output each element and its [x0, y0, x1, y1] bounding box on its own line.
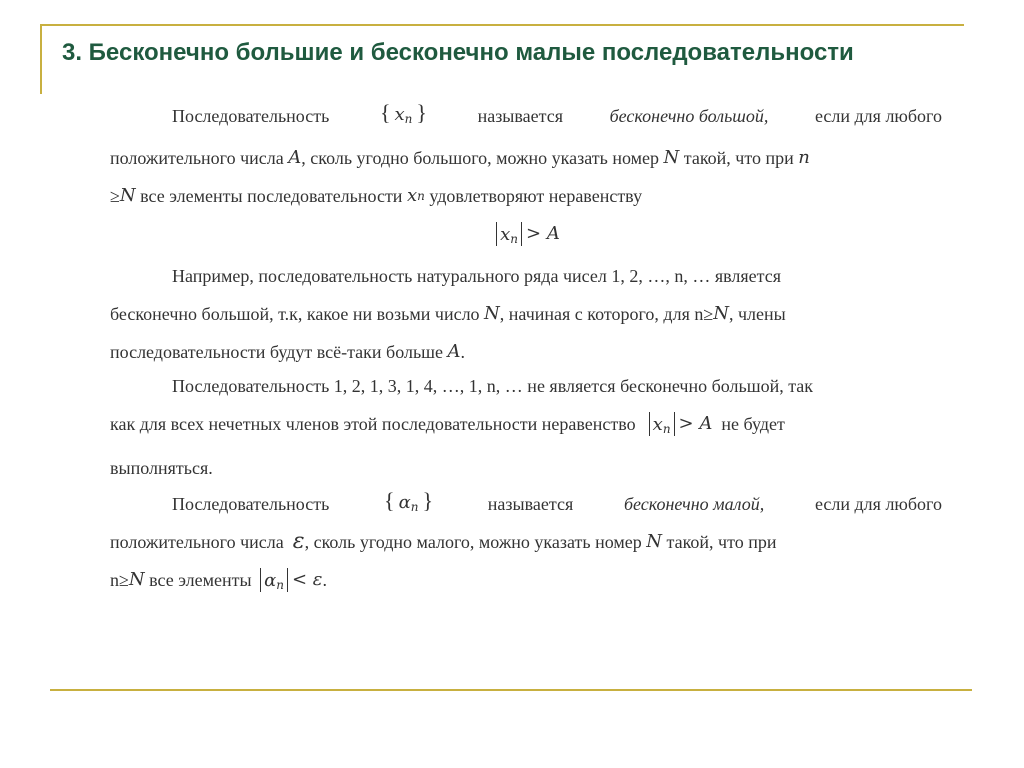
symbol: α [398, 492, 411, 513]
relation: < ε [291, 569, 323, 590]
symbol: α [264, 570, 277, 591]
text: называется [487, 494, 574, 514]
sequence-symbol: { $x_n$ } [376, 99, 431, 133]
text: если для любого [814, 494, 942, 514]
absolute-value [260, 568, 288, 592]
text: удовлетворяют неравенству [429, 186, 643, 206]
relation: > A [678, 413, 713, 434]
symbol: N [646, 531, 662, 552]
text: . [322, 570, 327, 590]
bottom-border-line [50, 689, 972, 691]
text: Последовательность 1, 2, 1, 3, 1, 4, …, 1, n, … не является бесконечно большой, так [172, 376, 814, 396]
symbol: x [652, 414, 663, 435]
text: n≥ [110, 570, 129, 590]
para1-line1 [110, 102, 942, 130]
subscript: n [410, 500, 419, 514]
subscript: n [417, 189, 425, 203]
symbol: x [394, 104, 405, 125]
symbol: A [288, 147, 302, 168]
slide-title: 3. Бесконечно большие и бесконечно малые последовательности [62, 39, 854, 66]
text: , сколь угодно большого, можно указать номер [301, 148, 660, 168]
text: если для любого [814, 106, 942, 126]
text: Последовательность [172, 494, 330, 514]
text: , сколь угодно малого, можно указать номер [304, 532, 642, 552]
para1-line2 [110, 144, 942, 172]
para1-line3 [110, 182, 942, 210]
symbol: n [798, 147, 810, 168]
para3-line1 [110, 372, 942, 400]
text: все элементы последовательности [140, 186, 403, 206]
absolute-value [649, 412, 675, 436]
text: положительного числа [110, 532, 284, 552]
symbol: x [406, 185, 418, 206]
symbol: N [713, 303, 729, 324]
formula-abs-xn-gt-a [110, 220, 942, 248]
text: выполняться. [110, 458, 213, 478]
symbol: x [500, 224, 511, 245]
text: , начиная с которого, для n≥ [499, 304, 714, 324]
text: Например, последовательность натурального ряда чисел 1, 2, …, n, … является [172, 266, 781, 286]
para3-line3 [110, 454, 942, 482]
symbol: N [663, 147, 680, 168]
subscript: n [510, 232, 519, 246]
symbol: ≥ [110, 186, 120, 206]
subscript: n [404, 112, 413, 126]
sequence-symbol: { $\alpha_n$ } [380, 487, 437, 521]
para2-line1 [110, 262, 942, 290]
para2-line3 [110, 338, 942, 366]
absolute-value [496, 222, 522, 246]
text: как для всех нечетных членов этой последовательности неравенство [110, 414, 636, 434]
para3-line2 [110, 410, 942, 438]
text: такой, что при [666, 532, 777, 552]
relation: > A [526, 223, 560, 244]
symbol: A [447, 341, 461, 362]
text: бесконечно большой, т.к, какое ни возьми число [110, 304, 480, 324]
symbol: ε [292, 529, 305, 554]
symbol: N [484, 303, 500, 324]
subscript: n [662, 422, 671, 436]
text: Последовательность [172, 106, 330, 126]
emphasis-term: бесконечно большой, [609, 106, 769, 126]
para4-line2 [110, 528, 942, 556]
emphasis-term: бесконечно малой, [623, 494, 765, 514]
para4-line3 [110, 566, 942, 594]
text: , члены [728, 304, 786, 324]
text: . [460, 342, 466, 362]
top-border-line [40, 24, 964, 26]
left-border-line [40, 24, 42, 94]
symbol: N [119, 185, 136, 206]
text: не будет [721, 414, 785, 434]
para4-line1 [110, 490, 942, 518]
text: все элементы [149, 570, 252, 590]
text: последовательности будут всё-таки больше [110, 342, 444, 362]
subscript: n [276, 578, 284, 592]
text: такой, что при [683, 148, 794, 168]
para2-line2 [110, 300, 942, 328]
text: положительного числа [110, 148, 284, 168]
symbol: N [128, 569, 145, 590]
text: называется [477, 106, 563, 126]
